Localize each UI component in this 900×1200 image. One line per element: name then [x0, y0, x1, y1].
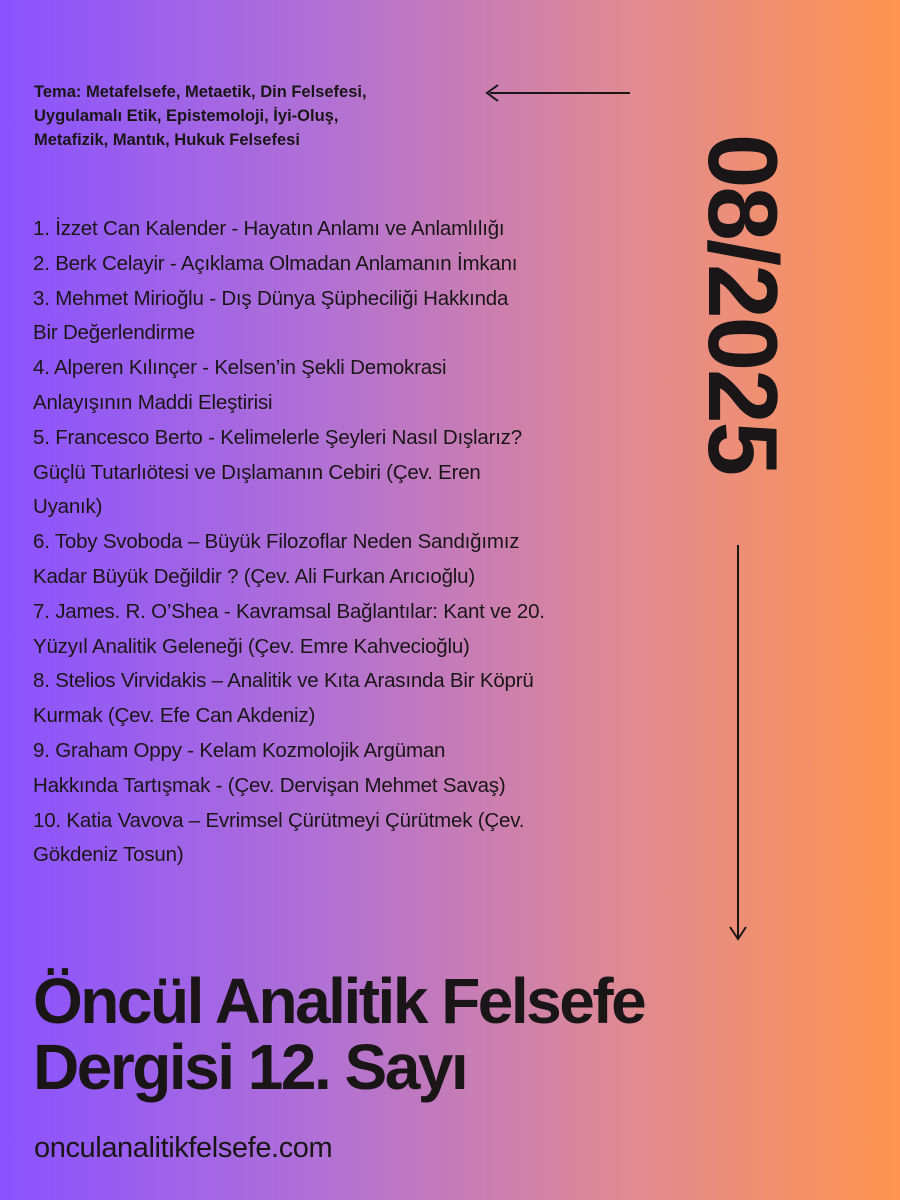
issue-date — [688, 84, 798, 524]
article-line: 4. Alperen Kılınçer - Kelsen’in Şekli Demokrasi — [33, 356, 447, 380]
magazine-title — [33, 965, 883, 1103]
article-line: 6. Toby Svoboda – Büyük Filozoflar Neden Sandığımız — [33, 530, 520, 554]
article-line: 7. James. R. O’Shea - Kavramsal Bağlantılar: Kant ve 20. — [33, 599, 545, 623]
theme-line: Uygulamalı Etik, Epistemoloji, İyi-Oluş, — [34, 107, 339, 125]
article-line: 2. Berk Celayir - Açıklama Olmadan Anlamanın İmkanı — [33, 251, 518, 275]
article-line: Uyanık) — [33, 495, 103, 519]
article-line: Bir Değerlendirme — [33, 321, 195, 345]
magazine-title-line: Dergisi 12. Sayı — [33, 1031, 467, 1103]
article-list — [33, 212, 673, 873]
left-arrow-icon — [482, 82, 630, 104]
theme-line: Tema: Metafelsefe, Metaetik, Din Felsefesi, — [34, 83, 367, 101]
article-line: 3. Mehmet Mirioğlu - Dış Dünya Şüpheciliği Hakkında — [33, 286, 509, 310]
article-line: Kadar Büyük Değildir ? (Çev. Ali Furkan Arıcıoğlu) — [33, 564, 475, 588]
article-line: Hakkında Tartışmak - (Çev. Dervişan Mehmet Savaş) — [33, 773, 506, 797]
article-line: 5. Francesco Berto - Kelimelerle Şeyleri Nasıl Dışlarız? — [33, 425, 522, 449]
article-line: 10. Katia Vavova – Evrimsel Çürütmeyi Çürütmek (Çev. — [33, 808, 525, 832]
magazine-title-line: Öncül Analitik Felsefe — [33, 965, 645, 1037]
article-line: Gökdeniz Tosun) — [33, 843, 184, 867]
article-line: Yüzyıl Analitik Geleneği (Çev. Emre Kahvecioğlu) — [33, 634, 470, 658]
article-line: 1. İzzet Can Kalender - Hayatın Anlamı ve Anlamlılığı — [33, 217, 505, 240]
article-line: 9. Graham Oppy - Kelam Kozmolojik Argüman — [33, 738, 446, 762]
issue-date-text: 08/2025 — [688, 133, 798, 475]
down-arrow-icon — [724, 545, 752, 945]
article-line: Güçlü Tutarlıötesi ve Dışlamanın Cebiri (Çev. Eren — [33, 460, 481, 484]
article-line: Kurmak (Çev. Efe Can Akdeniz) — [33, 704, 316, 728]
article-line: 8. Stelios Virvidakis – Analitik ve Kıta Arasında Bir Köprü — [33, 669, 534, 693]
theme-block — [34, 80, 474, 152]
website-url: onculanalitikfelsefe.com — [34, 1132, 333, 1164]
article-line: Anlayışının Maddi Eleştirisi — [33, 390, 273, 414]
theme-line: Metafizik, Mantık, Hukuk Felsefesi — [34, 131, 300, 149]
